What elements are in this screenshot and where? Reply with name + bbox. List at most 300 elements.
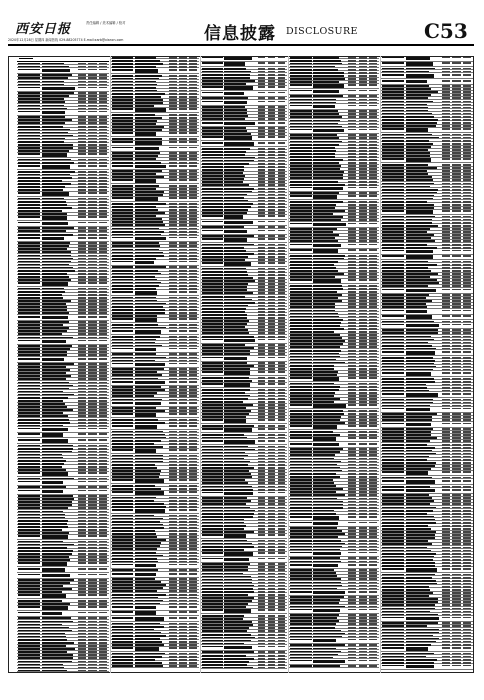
- cell-name: [313, 609, 339, 613]
- cell-value: [442, 369, 450, 371]
- cell-value: [189, 611, 197, 613]
- cell-name: [313, 485, 336, 487]
- cell-value: [348, 461, 356, 463]
- cell-code: [290, 84, 312, 86]
- cell-code: [382, 128, 404, 130]
- cell-code: [202, 646, 223, 648]
- cell-value: [179, 303, 187, 305]
- cell-code: [382, 104, 404, 106]
- cell-name: [406, 231, 427, 233]
- cell-name: [313, 75, 344, 77]
- cell-value: [359, 105, 367, 107]
- cell-code: [290, 129, 312, 131]
- cell-value: [359, 591, 367, 593]
- cell-code: [112, 590, 133, 592]
- cell-value: [348, 614, 356, 616]
- cell-value: [88, 621, 96, 623]
- cell-value: [369, 488, 377, 490]
- cell-name: [313, 665, 340, 667]
- cell-value: [88, 141, 96, 143]
- cell-value: [189, 555, 197, 557]
- cell-value: [359, 195, 367, 197]
- cell-value: [268, 563, 276, 565]
- cell-code: [290, 636, 312, 638]
- cell-name: [42, 248, 68, 250]
- cell-value: [88, 312, 96, 314]
- cell-value: [463, 324, 471, 326]
- cell-code: [112, 363, 133, 365]
- cell-value: [179, 555, 187, 557]
- cell-value: [169, 303, 177, 305]
- cell-value: [359, 636, 367, 638]
- cell-value: [369, 657, 377, 659]
- cell-name: [135, 303, 166, 305]
- cell-value: [452, 164, 460, 166]
- cell-value: [278, 519, 286, 521]
- cell-value: [258, 86, 266, 88]
- cell-value: [463, 219, 471, 221]
- cell-value: [179, 665, 187, 667]
- cell-value: [189, 360, 197, 362]
- cell-name: [313, 636, 342, 638]
- cell-value: [78, 63, 86, 65]
- cell-value: [189, 300, 197, 302]
- cell-value: [99, 541, 107, 543]
- cell-code: [18, 138, 40, 140]
- cell-name: [42, 216, 68, 220]
- cell-name: [224, 200, 248, 202]
- cell-value: [88, 466, 96, 468]
- cell-code: [382, 431, 404, 433]
- cell-value: [189, 479, 197, 481]
- cell-value: [258, 615, 266, 617]
- cell-value: [88, 303, 96, 305]
- cell-name: [224, 283, 247, 285]
- cell-value: [369, 602, 377, 604]
- cell-name: [42, 532, 69, 534]
- cell-code: [202, 637, 223, 639]
- cell-value: [189, 641, 197, 643]
- cell-value: [268, 283, 276, 285]
- cell-name: [224, 449, 254, 451]
- cell-name: [224, 624, 252, 626]
- cell-value: [99, 553, 107, 555]
- cell-value: [169, 597, 177, 599]
- cell-value: [169, 363, 177, 365]
- cell-name: [313, 374, 337, 376]
- cell-code: [202, 238, 223, 240]
- cell-name: [313, 258, 343, 260]
- cell-value: [99, 466, 107, 468]
- cell-value: [99, 409, 107, 411]
- cell-value: [369, 325, 377, 327]
- cell-value: [258, 221, 266, 223]
- cell-name: [42, 192, 69, 196]
- cell-code: [202, 507, 223, 509]
- cell-value: [359, 328, 367, 330]
- cell-name: [42, 397, 68, 399]
- cell-value: [369, 501, 377, 503]
- cell-name: [224, 92, 244, 96]
- cell-value: [369, 237, 377, 239]
- cell-value: [88, 282, 96, 284]
- cell-value: [189, 228, 197, 230]
- cell-value: [189, 342, 197, 344]
- cell-value: [268, 398, 276, 400]
- cell-value: [348, 572, 356, 574]
- cell-code: [18, 409, 40, 411]
- cell-value: [179, 339, 187, 341]
- cell-name: [135, 315, 157, 317]
- cell-name: [313, 458, 334, 460]
- cell-value: [179, 473, 187, 475]
- cell-value: [88, 511, 96, 513]
- cell-value: [359, 297, 367, 299]
- cell-name: [406, 300, 432, 302]
- cell-value: [442, 167, 450, 169]
- cell-value: [78, 378, 86, 380]
- cell-value: [452, 366, 460, 368]
- cell-value: [278, 209, 286, 211]
- cell-value: [99, 354, 107, 356]
- cell-value: [88, 445, 96, 447]
- cell-value: [78, 594, 86, 596]
- cell-name: [313, 162, 339, 164]
- cell-name: [135, 434, 165, 436]
- cell-value: [258, 212, 266, 214]
- cell-value: [88, 603, 96, 605]
- masthead-rule: [8, 44, 474, 46]
- cell-value: [463, 234, 471, 236]
- cell-value: [258, 317, 266, 319]
- cell-value: [442, 143, 450, 145]
- cell-value: [369, 99, 377, 101]
- cell-code: [290, 530, 312, 532]
- cell-code: [202, 347, 223, 349]
- cell-code: [382, 324, 404, 326]
- cell-value: [99, 92, 107, 94]
- cell-code: [18, 279, 40, 281]
- cell-code: [202, 600, 223, 602]
- cell-value: [268, 449, 276, 451]
- cell-code: [202, 181, 223, 183]
- cell-name: [313, 582, 340, 584]
- cell-name: [313, 297, 337, 299]
- cell-name: [42, 541, 63, 543]
- cell-value: [88, 501, 96, 503]
- cell-code: [290, 383, 312, 385]
- cell-value: [359, 168, 367, 170]
- cell-value: [258, 507, 266, 509]
- cell-value: [99, 333, 107, 335]
- cell-code: [18, 129, 40, 131]
- cell-code: [202, 226, 223, 228]
- cell-value: [348, 660, 356, 662]
- cell-code: [112, 467, 133, 469]
- cell-name: [42, 478, 74, 480]
- cell-name: [42, 621, 74, 623]
- cell-value: [452, 143, 460, 145]
- cell-name: [135, 378, 159, 380]
- cell-value: [88, 559, 96, 561]
- cell-name: [406, 408, 430, 412]
- cell-value: [179, 392, 187, 394]
- cell-value: [78, 481, 86, 483]
- cell-code: [382, 204, 404, 206]
- cell-code: [112, 312, 133, 314]
- cell-value: [78, 358, 86, 360]
- cell-value: [88, 642, 96, 644]
- cell-code: [382, 110, 404, 112]
- cell-value: [99, 478, 107, 480]
- cell-value: [452, 306, 460, 308]
- cell-code: [202, 157, 223, 159]
- cell-value: [369, 434, 377, 436]
- cell-code: [18, 119, 40, 121]
- cell-value: [359, 162, 367, 164]
- cell-value: [179, 573, 187, 575]
- cell-name: [406, 225, 438, 227]
- cell-value: [369, 249, 377, 251]
- cell-value: [442, 456, 450, 458]
- cell-value: [359, 102, 367, 104]
- cell-name: [313, 549, 339, 551]
- cell-value: [442, 285, 450, 287]
- cell-name: [224, 368, 249, 370]
- cell-value: [359, 156, 367, 158]
- cell-name: [135, 300, 158, 302]
- cell-name: [313, 596, 343, 598]
- cell-name: [406, 94, 431, 96]
- cell-value: [452, 321, 460, 323]
- cell-value: [452, 62, 460, 64]
- cell-name: [224, 646, 251, 650]
- cell-value: [359, 633, 367, 635]
- cell-value: [369, 482, 377, 484]
- cell-name: [313, 401, 333, 403]
- cell-value: [463, 198, 471, 200]
- cell-code: [202, 101, 223, 103]
- cell-value: [452, 122, 460, 124]
- cell-value: [88, 481, 96, 483]
- cell-value: [369, 84, 377, 86]
- cell-value: [369, 660, 377, 662]
- cell-value: [369, 552, 377, 554]
- cell-value: [452, 140, 460, 142]
- cell-name: [224, 383, 250, 387]
- cell-value: [278, 142, 286, 144]
- cell-value: [258, 169, 266, 171]
- cell-code: [202, 624, 223, 626]
- cell-value: [179, 99, 187, 101]
- cell-value: [179, 413, 187, 415]
- cell-code: [18, 153, 40, 155]
- cell-code: [18, 670, 40, 672]
- cell-value: [258, 101, 266, 103]
- cell-value: [258, 558, 266, 560]
- cell-value: [359, 72, 367, 74]
- cell-code: [382, 462, 404, 464]
- cell-value: [278, 486, 286, 488]
- cell-value: [169, 425, 177, 427]
- cell-name: [406, 116, 434, 118]
- cell-value: [189, 623, 197, 625]
- cell-value: [463, 186, 471, 188]
- cell-name: [224, 573, 243, 575]
- cell-value: [258, 122, 266, 124]
- cell-code: [18, 264, 40, 266]
- cell-value: [179, 96, 187, 98]
- cell-value: [88, 514, 96, 516]
- cell-code: [18, 366, 40, 368]
- cell-value: [268, 122, 276, 124]
- cell-value: [258, 461, 266, 463]
- cell-value: [78, 460, 86, 462]
- cell-value: [442, 336, 450, 338]
- cell-code: [18, 116, 40, 118]
- cell-value: [442, 300, 450, 302]
- cell-value: [278, 221, 286, 223]
- cell-value: [348, 546, 356, 548]
- cell-name: [42, 507, 68, 509]
- cell-value: [88, 547, 96, 549]
- cell-name: [313, 383, 333, 385]
- cell-name: [406, 140, 429, 142]
- cell-value: [348, 84, 356, 86]
- cell-name: [135, 413, 156, 417]
- cell-value: [359, 398, 367, 400]
- cell-value: [99, 550, 107, 552]
- cell-code: [112, 659, 133, 661]
- cell-code: [382, 270, 404, 272]
- cell-value: [278, 452, 286, 454]
- cell-value: [463, 128, 471, 130]
- cell-value: [369, 270, 377, 272]
- cell-value: [179, 662, 187, 664]
- cell-value: [268, 470, 276, 472]
- cell-code: [112, 282, 133, 284]
- cell-code: [290, 192, 312, 194]
- cell-code: [112, 84, 133, 86]
- cell-value: [189, 665, 197, 667]
- cell-value: [169, 78, 177, 80]
- cell-name: [42, 529, 63, 531]
- cell-value: [463, 372, 471, 374]
- cell-value: [99, 382, 107, 384]
- cell-name: [42, 409, 73, 411]
- cell-value: [169, 108, 177, 110]
- cell-value: [99, 101, 107, 103]
- cell-value: [442, 306, 450, 308]
- cell-name: [406, 107, 428, 109]
- cell-value: [169, 437, 177, 439]
- cell-name: [406, 405, 430, 407]
- cell-code: [112, 407, 133, 409]
- cell-code: [290, 204, 312, 206]
- cell-value: [452, 270, 460, 272]
- cell-value: [268, 57, 276, 59]
- cell-code: [18, 412, 40, 414]
- cell-code: [112, 297, 133, 299]
- cell-value: [348, 386, 356, 388]
- cell-value: [278, 347, 286, 349]
- cell-value: [258, 97, 266, 99]
- cell-name: [42, 366, 66, 368]
- cell-value: [369, 522, 377, 524]
- cell-code: [290, 614, 312, 616]
- cell-value: [369, 614, 377, 616]
- cell-name: [406, 366, 437, 368]
- cell-value: [442, 270, 450, 272]
- cell-value: [348, 346, 356, 348]
- cell-code: [112, 603, 133, 605]
- cell-value: [258, 200, 266, 202]
- cell-value: [452, 329, 460, 331]
- cell-name: [135, 129, 163, 131]
- cell-name: [135, 234, 161, 236]
- cell-value: [258, 215, 266, 217]
- cell-value: [88, 478, 96, 480]
- cell-value: [78, 132, 86, 134]
- cell-code: [112, 374, 133, 376]
- cell-value: [169, 665, 177, 667]
- cell-value: [463, 342, 471, 344]
- cell-value: [179, 242, 187, 244]
- cell-code: [382, 195, 404, 197]
- cell-name: [42, 92, 75, 94]
- cell-name: [135, 641, 162, 643]
- cell-name: [42, 591, 62, 593]
- cell-value: [258, 398, 266, 400]
- cell-code: [18, 255, 40, 257]
- cell-value: [268, 600, 276, 602]
- cell-value: [369, 467, 377, 469]
- cell-value: [179, 170, 187, 172]
- cell-value: [258, 464, 266, 466]
- cell-value: [88, 150, 96, 152]
- cell-code: [202, 80, 223, 82]
- cell-name: [313, 110, 338, 112]
- cell-value: [348, 162, 356, 164]
- cell-value: [189, 291, 197, 293]
- cell-code: [202, 640, 223, 642]
- cell-value: [258, 534, 266, 536]
- cell-code: [112, 378, 133, 380]
- cell-value: [452, 231, 460, 233]
- cell-value: [452, 71, 460, 73]
- cell-value: [99, 535, 107, 537]
- cell-value: [278, 259, 286, 261]
- cell-value: [369, 572, 377, 574]
- cell-value: [359, 129, 367, 131]
- cell-code: [112, 339, 133, 341]
- cell-value: [359, 187, 367, 189]
- cell-value: [169, 407, 177, 409]
- cell-code: [112, 81, 133, 83]
- cell-value: [463, 183, 471, 185]
- cell-value: [169, 374, 177, 376]
- cell-value: [88, 279, 96, 281]
- cell-name: [224, 71, 250, 73]
- cell-name: [313, 377, 338, 381]
- cell-value: [463, 176, 471, 178]
- cell-code: [382, 71, 404, 73]
- cell-name: [42, 165, 70, 169]
- cell-value: [268, 106, 276, 108]
- cell-code: [202, 142, 223, 144]
- cell-code: [18, 544, 40, 546]
- cell-value: [179, 327, 187, 329]
